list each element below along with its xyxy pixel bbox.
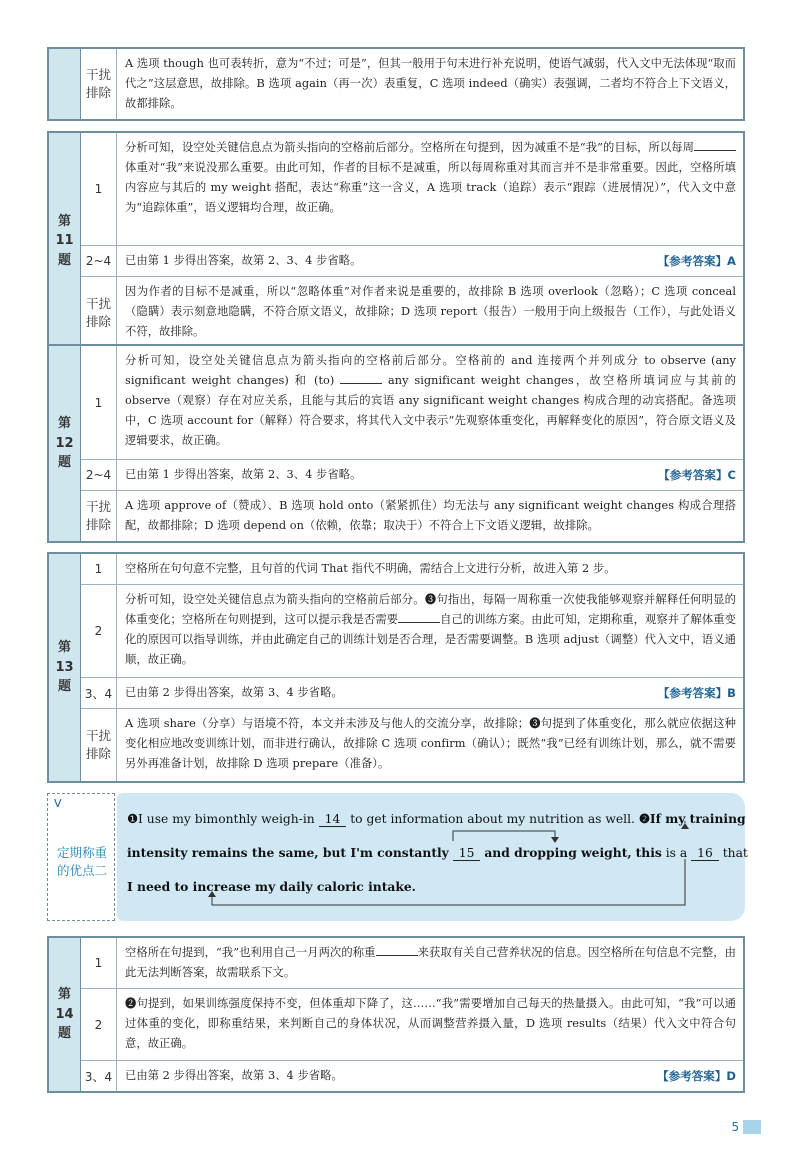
step-1-label: 1 <box>81 346 117 460</box>
gan-text: A 选项 though 也可表转折，意为“不过；可是”，但其一般用于句末进行补充说明，使语气减弱，代入文中无法体现“取而代之”这层意思，故排除。B 选项 again（再一次）表重复，C 选项 indeed（确实）表强调，二者均不符合上下文语义，故都排除。 <box>125 57 736 110</box>
q14-table <box>47 936 745 1093</box>
blank-14: 14 <box>319 812 347 827</box>
section-v-label <box>47 793 115 921</box>
step-2-row: 已由第 1 步得出答案，故第 2、3、4 步省略。 【参考答案】C <box>117 460 743 491</box>
gan-label: 干扰 排除 <box>81 49 117 119</box>
q11-side: 第 11 题 <box>49 133 81 349</box>
q13-side: 第 13 题 <box>49 554 81 781</box>
q12-table <box>47 344 745 543</box>
step-1-text: 分析可知，设空处关键信息点为箭头指向的空格前后部分。空格所在句提到，因为减重不是“我”的目标，所以每周体重对“我”来说没那么重要。由此可知，作者的目标不是减重，所以每周称重对其而言并不是非常重要。因此，空格所填内容应与其后的 my weight 搭配，表达“称重”这一含义，A 选项 track（追踪）表示“跟踪（进展情况）”，代入文中意为“追踪体重”，语义逻辑均合理，故正确。 <box>117 133 743 246</box>
gan-label: 干扰 排除 <box>81 277 117 349</box>
blank-line <box>376 943 418 956</box>
q10-tail-table <box>47 47 745 121</box>
blank-line <box>340 371 382 384</box>
blank-15: 15 <box>453 846 481 861</box>
step-1-text: 分析可知，设空处关键信息点为箭头指向的空格前后部分。空格前的 and 连接两个并列成分 to observe (any significant weight changes) 和 (to) any significant weight changes，故空格所填词应与其前的 observe（观察）存在对应关系，且能与其后的宾语 any significant weight changes 构成合理的动宾搭配。备选项中，C 选项 account for（解释）符合要求，将其代入文中表示“先观察体重变化，再解释变化的原因”，符合原文语义及逻辑要求，故正确。 <box>117 346 743 460</box>
passage-line-3: I need to increase my daily caloric intake. <box>127 879 416 894</box>
q14-side: 第 14 题 <box>49 938 81 1091</box>
step-2-row: 已由第 1 步得出答案，故第 2、3、4 步省略。 【参考答案】A <box>117 246 743 277</box>
section-roman: V <box>54 797 62 810</box>
blank-16: 16 <box>691 846 719 861</box>
step-1-label: 1 <box>81 133 117 246</box>
passage-box <box>117 793 748 921</box>
section-title: 定期称重的优点二 <box>56 845 107 878</box>
q13-table <box>47 552 745 783</box>
step-1-text: 空格所在句句意不完整，且句首的代词 That 指代不明确，需结合上文进行分析，故进入第 2 步。 <box>117 554 743 585</box>
passage-line-1: ❶I use my bimonthly weigh-in 14 to get information about my nutrition as well. ❷If my training <box>127 811 746 826</box>
step-3-row: 已由第 2 步得出答案，故第 3、4 步省略。 【参考答案】D <box>117 1061 743 1091</box>
section-v <box>47 793 748 921</box>
step-2-label: 2~4 <box>81 246 117 277</box>
answer-label: 【参考答案】A <box>657 254 736 268</box>
step-1-label: 1 <box>81 938 117 989</box>
step-1-label: 1 <box>81 554 117 585</box>
step-2-text: 分析可知，设空处关键信息点为箭头指向的空格前后部分。❸句指出，每隔一周称重一次使我能够观察并解释任何明显的体重变化；空格所在句则提到，这可以提示我是否需要 自己的训练方案。由此可知，定期称重，观察并了解体重变化的原因可以指导训练，并由此确定自己的训练计划是否合理，是否需要调整。B 选项 adjust（调整）代入文中，语义通顺，故正确。 <box>117 585 743 678</box>
gan-text: 因为作者的目标不是减重，所以“忽略体重”对作者来说是重要的，故排除 B 选项 overlook（忽略）；C 选项 conceal（隐瞒）表示刻意地隐瞒，不符合原文语义，故排除；D 选项 report（报告）一般用于向上级报告（工作），与此处语义不符，故排除。 <box>125 285 736 338</box>
gan-text: A 选项 share（分享）与语境不符，本文并未涉及与他人的交流分享，故排除；❸句提到了体重变化，那么就应依据这种变化相应地改变训练计划，而非进行确认，故排除 C 选项 confirm（确认）；既然“我”已经有训练计划，那么，就不需要另外再准备计划，故排除 D 选项 prepare（准备）。 <box>125 717 736 770</box>
answer-label: 【参考答案】D <box>657 1069 736 1083</box>
blank-line <box>694 138 736 151</box>
step-2-text: ❷句提到，如果训练强度保持不变，但体重却下降了，这……“我”需要增加自己每天的热量摄入。由此可知，“我”可以通过体重的变化，即称重结果，来判断自己的身体状况，从而调整营养摄入量，D 选项 results（结果）代入文中符合句意，故正确。 <box>117 989 743 1061</box>
gan-label: 干扰 排除 <box>81 709 117 781</box>
step-1-text: 空格所在句提到，“我”也利用自己一月两次的称重 来获取有关自己营养状况的信息。因空格所在句信息不完整，由此无法判断答案，故需联系下文。 <box>117 938 743 989</box>
blank-line <box>398 610 440 623</box>
step-3-label: 3、4 <box>81 1061 117 1091</box>
answer-label: 【参考答案】B <box>657 686 736 700</box>
q12-side: 第 12 题 <box>49 346 81 541</box>
step-2-label: 2 <box>81 989 117 1061</box>
passage-line-2: intensity remains the same, but I'm constantly 15 and dropping weight, this is a 16 that <box>127 845 748 860</box>
step-2-label: 2 <box>81 585 117 678</box>
answer-label: 【参考答案】C <box>658 468 736 482</box>
gan-label: 干扰 排除 <box>81 491 117 541</box>
book-icon <box>743 1120 761 1134</box>
gan-text: A 选项 approve of（赞成）、B 选项 hold onto（紧紧抓住）均无法与 any significant weight changes 构成合理搭配，故都排除；D 选项 depend on（依赖，依靠；取决于）不符合上下文语义逻辑，故排除。 <box>125 499 736 532</box>
page-number: 5 <box>732 1120 764 1135</box>
q10-side <box>49 49 81 119</box>
step-3-row: 已由第 2 步得出答案，故第 3、4 步省略。 【参考答案】B <box>117 678 743 709</box>
step-2-label: 2~4 <box>81 460 117 491</box>
q11-table <box>47 131 745 351</box>
arrow-head-icon <box>551 837 559 843</box>
step-3-label: 3、4 <box>81 678 117 709</box>
